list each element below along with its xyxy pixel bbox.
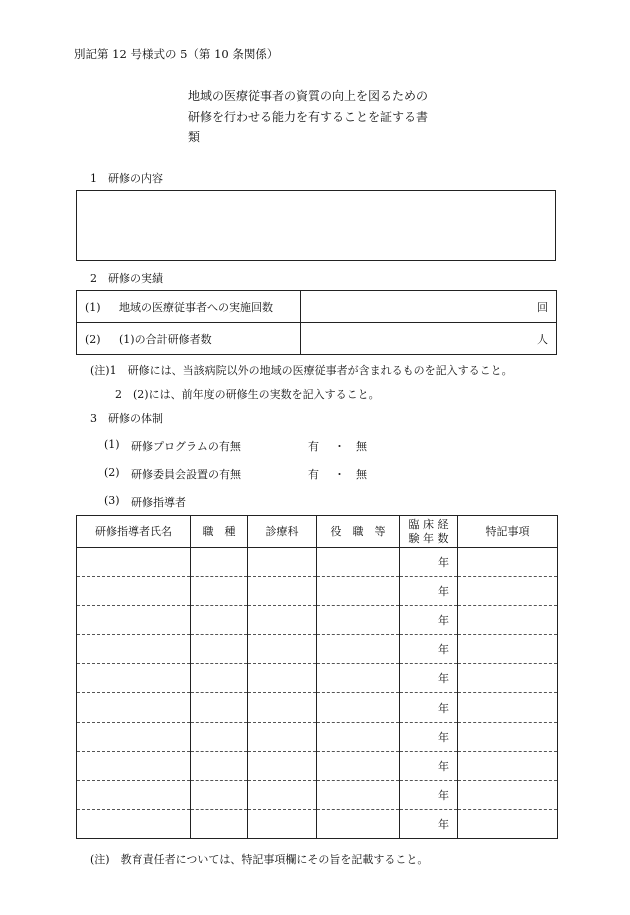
occupation-cell[interactable] — [191, 606, 248, 635]
program-no-option[interactable]: 無 — [356, 440, 367, 453]
name-cell[interactable] — [77, 664, 191, 693]
year-unit: 年 — [438, 701, 449, 715]
separator-dot: ・ — [334, 440, 345, 453]
name-cell[interactable] — [77, 722, 191, 751]
results-label-cell — [77, 323, 301, 355]
years-cell[interactable] — [400, 693, 458, 722]
department-cell[interactable] — [248, 809, 317, 838]
department-cell[interactable] — [248, 693, 317, 722]
remarks-cell[interactable] — [458, 635, 558, 664]
section-3-label: 3 研修の体制 — [90, 412, 163, 425]
year-unit: 年 — [438, 643, 449, 657]
section-1-label: 1 研修の内容 — [90, 172, 163, 185]
header-remarks: 特記事項 — [458, 516, 558, 548]
table-row — [77, 323, 557, 355]
remarks-cell[interactable] — [458, 664, 558, 693]
training-content-box[interactable] — [76, 190, 556, 261]
remarks-cell[interactable] — [458, 577, 558, 606]
header-position: 役 職 等 — [317, 516, 400, 548]
table-row — [77, 780, 558, 809]
table-row — [77, 635, 558, 664]
title-line-2: 研修を行わせる能力を有することを証する書 — [188, 109, 429, 124]
years-cell[interactable] — [400, 809, 458, 838]
row-label: (1)の合計研修者数 — [119, 332, 212, 346]
table-row — [77, 577, 558, 606]
header-department: 診療科 — [248, 516, 317, 548]
remarks-cell[interactable] — [458, 693, 558, 722]
remarks-cell[interactable] — [458, 606, 558, 635]
position-cell[interactable] — [317, 809, 400, 838]
year-unit: 年 — [438, 817, 449, 831]
occupation-cell[interactable] — [191, 664, 248, 693]
occupation-cell[interactable] — [191, 809, 248, 838]
name-cell[interactable] — [77, 577, 191, 606]
header-clinical-years-line-1: 臨 床 経 — [408, 517, 449, 531]
occupation-cell[interactable] — [191, 780, 248, 809]
remarks-cell[interactable] — [458, 780, 558, 809]
remarks-cell[interactable] — [458, 548, 558, 577]
item-number: (1) — [104, 438, 120, 451]
table-row — [77, 664, 558, 693]
table-row — [77, 548, 558, 577]
row-number: (1) — [85, 300, 101, 314]
note-1: (注)1 研修には、当該病院以外の地域の医療従事者が含まれるものを記入すること。 — [90, 364, 513, 377]
remarks-cell[interactable] — [458, 809, 558, 838]
year-unit: 年 — [438, 585, 449, 599]
occupation-cell[interactable] — [191, 751, 248, 780]
table-row — [77, 693, 558, 722]
committee-no-option[interactable]: 無 — [356, 468, 367, 481]
instructors-table — [76, 515, 558, 839]
department-cell[interactable] — [248, 664, 317, 693]
remarks-cell[interactable] — [458, 751, 558, 780]
name-cell[interactable] — [77, 635, 191, 664]
table-row — [77, 809, 558, 838]
occupation-cell[interactable] — [191, 693, 248, 722]
position-cell[interactable] — [317, 577, 400, 606]
years-cell[interactable] — [400, 722, 458, 751]
section-2-label: 2 研修の実績 — [90, 272, 163, 285]
bottom-note: (注) 教育責任者については、特記事項欄にその旨を記載すること。 — [90, 853, 429, 866]
header-clinical-years-line-2: 験 年 数 — [408, 531, 449, 545]
document-title — [188, 86, 448, 148]
years-cell[interactable] — [400, 635, 458, 664]
position-cell[interactable] — [317, 548, 400, 577]
name-cell[interactable] — [77, 780, 191, 809]
occupation-cell[interactable] — [191, 722, 248, 751]
year-unit: 年 — [438, 788, 449, 802]
title-line-3: 類 — [188, 130, 201, 144]
year-unit: 年 — [438, 759, 449, 773]
remarks-cell[interactable] — [458, 722, 558, 751]
year-unit: 年 — [438, 556, 449, 570]
department-cell[interactable] — [248, 780, 317, 809]
years-cell[interactable] — [400, 780, 458, 809]
years-cell[interactable] — [400, 577, 458, 606]
committee-label: 研修委員会設置の有無 — [131, 468, 241, 481]
year-unit: 年 — [438, 672, 449, 686]
row-number: (2) — [85, 332, 101, 346]
department-cell[interactable] — [248, 548, 317, 577]
table-row — [77, 606, 558, 635]
department-cell[interactable] — [248, 577, 317, 606]
header-instructor-name: 研修指導者氏名 — [77, 516, 191, 548]
name-cell[interactable] — [77, 751, 191, 780]
occupation-cell[interactable] — [191, 635, 248, 664]
instructors-label: 研修指導者 — [131, 496, 186, 509]
item-number: (3) — [104, 494, 120, 507]
program-yes-option[interactable]: 有 — [308, 440, 319, 453]
name-cell[interactable] — [77, 606, 191, 635]
item-number: (2) — [104, 466, 120, 479]
row-label: 地域の医療従事者への実施回数 — [119, 300, 273, 314]
header-occupation: 職 種 — [191, 516, 248, 548]
title-line-1: 地域の医療従事者の資質の向上を図るための — [188, 89, 429, 103]
form-header: 別記第 12 号様式の 5（第 10 条関係） — [74, 47, 279, 61]
years-cell[interactable] — [400, 548, 458, 577]
department-cell[interactable] — [248, 751, 317, 780]
position-cell[interactable] — [317, 693, 400, 722]
department-cell[interactable] — [248, 635, 317, 664]
header-clinical-years — [400, 516, 458, 548]
name-cell[interactable] — [77, 693, 191, 722]
name-cell[interactable] — [77, 548, 191, 577]
years-cell[interactable] — [400, 751, 458, 780]
position-cell[interactable] — [317, 722, 400, 751]
results-value-cell[interactable] — [301, 291, 557, 323]
unit-label: 回 — [537, 300, 548, 314]
year-unit: 年 — [438, 614, 449, 628]
program-label: 研修プログラムの有無 — [131, 440, 241, 453]
training-results-table — [76, 290, 557, 355]
table-row — [77, 751, 558, 780]
department-cell[interactable] — [248, 722, 317, 751]
committee-yes-option[interactable]: 有 — [308, 468, 319, 481]
note-2: 2 (2)には、前年度の研修生の実数を記入すること。 — [115, 388, 380, 401]
position-cell[interactable] — [317, 635, 400, 664]
unit-label: 人 — [537, 332, 548, 346]
table-row — [77, 722, 558, 751]
occupation-cell[interactable] — [191, 548, 248, 577]
year-unit: 年 — [438, 730, 449, 744]
years-cell[interactable] — [400, 606, 458, 635]
table-row — [77, 291, 557, 323]
results-value-cell[interactable] — [301, 323, 557, 355]
position-cell[interactable] — [317, 780, 400, 809]
separator-dot: ・ — [334, 468, 345, 481]
department-cell[interactable] — [248, 606, 317, 635]
name-cell[interactable] — [77, 809, 191, 838]
position-cell[interactable] — [317, 751, 400, 780]
table-header-row — [77, 516, 558, 548]
position-cell[interactable] — [317, 606, 400, 635]
results-label-cell — [77, 291, 301, 323]
years-cell[interactable] — [400, 664, 458, 693]
occupation-cell[interactable] — [191, 577, 248, 606]
position-cell[interactable] — [317, 664, 400, 693]
